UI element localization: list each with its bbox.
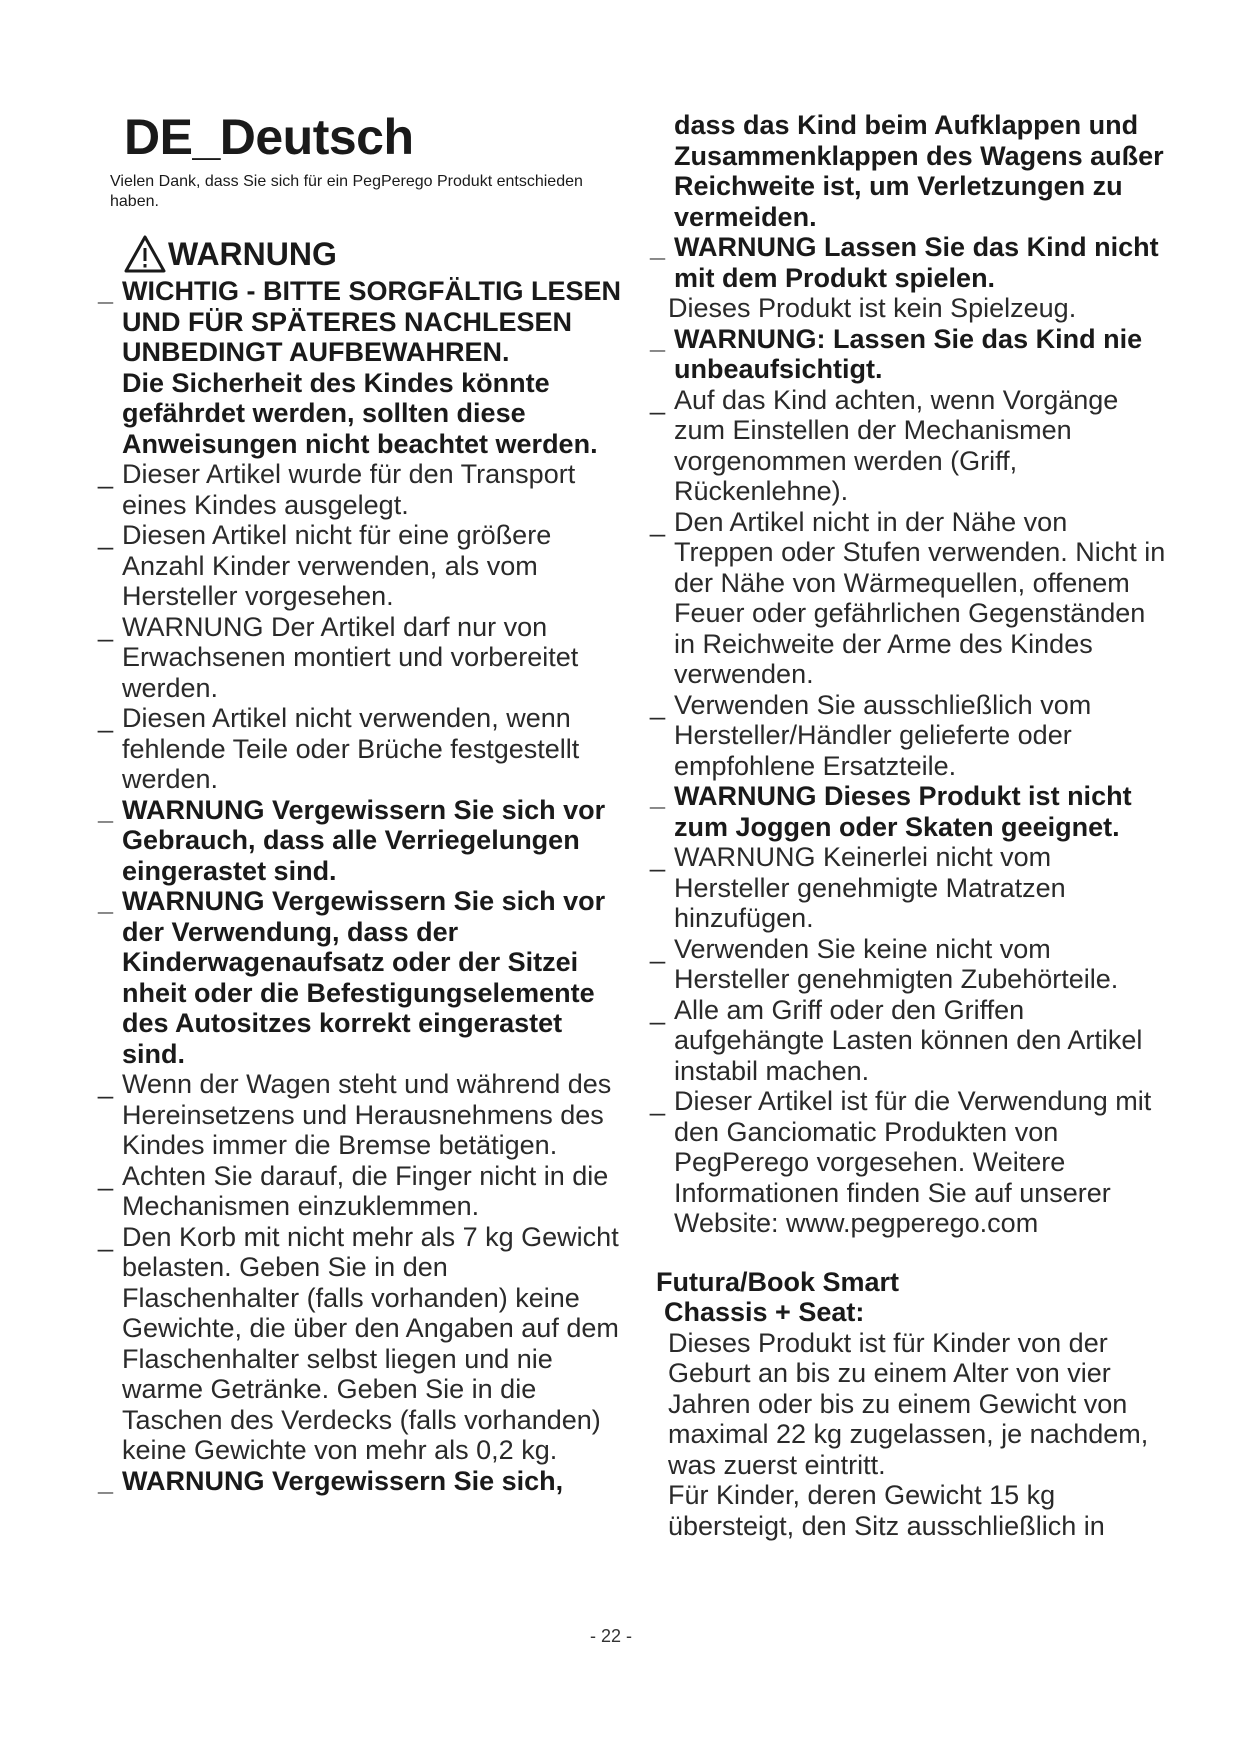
left-column [98, 276, 628, 1496]
dash-marker: _ [98, 520, 114, 550]
warning-heading-label: WARNUNG [168, 236, 337, 272]
dash-marker: _ [98, 1221, 114, 1252]
page-number: - 22 - [590, 1626, 633, 1646]
list-item: _ Diesen Artikel nicht für eine größere Anzahl Kinder verwenden, als vom Hersteller vorgesehen. [98, 520, 552, 611]
list-item: Die Sicherheit des Kindes könnte gefährdet werden, sollten diese Anweisungen nicht beachtet werden. [122, 367, 598, 459]
list-item: _ WARNUNG Lassen Sie das Kind nicht mit dem Produkt spielen. [650, 232, 1159, 293]
list-item: _ Dieser Artikel ist für die Verwendung mit den Ganciomatic Produkten von PegPerego vorgesehen. Weitere Informationen finden Sie auf unserer Website: www.pegperego.com [650, 1086, 1152, 1238]
section-paragraph: Für Kinder, deren Gewicht 15 kg übersteigt, den Sitz ausschließlich in [668, 1480, 1105, 1541]
right-column [650, 110, 1170, 1541]
list-item: _ Verwenden Sie ausschließlich vom Hersteller/Händler gelieferte oder empfohlene Ersatzteile. [650, 689, 1092, 781]
dash-marker: _ [98, 1069, 114, 1099]
list-item: _ WARNUNG Vergewissern Sie sich, [98, 1465, 564, 1496]
dash-marker: _ [98, 611, 114, 642]
page-title: DE_Deutsch [124, 109, 414, 165]
dash-marker: _ [98, 459, 114, 489]
dash-marker: _ [650, 323, 666, 354]
section-title [650, 1267, 1170, 1328]
section-spacer [650, 1239, 1170, 1267]
dash-marker: _ [650, 506, 666, 537]
list-item: _ Diesen Artikel nicht verwenden, wenn fehlende Teile oder Brüche festgestellt werden. [98, 703, 580, 794]
dash-marker: _ [98, 703, 114, 733]
list-item: _ WARNUNG Der Artikel darf nur von Erwachsenen montiert und vorbereitet werden. [98, 611, 579, 703]
dash-marker: _ [650, 933, 666, 964]
list-item: _ WICHTIG - BITTE SORGFÄLTIG LESEN UND FÜR SPÄTERES NACHLESEN UNBEDINGT AUFBEWAHREN. [98, 276, 621, 367]
warning-triangle-icon [124, 235, 166, 273]
dash-marker: _ [650, 781, 666, 811]
list-item: _ Wenn der Wagen steht und während des Hereinsetzens und Herausnehmens des Kindes immer die Bremse betätigen. [98, 1069, 612, 1160]
list-item: _ Alle am Griff oder den Griffen aufgehängte Lasten können den Artikel instabil machen. [650, 994, 1143, 1086]
dash-marker: _ [98, 1160, 114, 1191]
plain-paragraph: Dieses Produkt ist kein Spielzeug. [668, 293, 1077, 323]
list-item: _ WARNUNG Vergewissern Sie sich vor der Verwendung, dass der Kinderwagenaufsatz oder der Sitzei nheit oder die Befestigungselemente des Autositzes korrekt eingerastet sind. [98, 886, 606, 1069]
section-title-line-1: Futura/Book Smart [656, 1266, 900, 1297]
dash-marker: _ [98, 276, 114, 306]
list-item: _ WARNUNG Dieses Produkt ist nicht zum Joggen oder Skaten geeignet. [650, 781, 1132, 842]
section-title-line-2: Chassis + Seat: [664, 1297, 865, 1327]
list-item: _ Auf das Kind achten, wenn Vorgänge zum Einstellen der Mechanismen vorgenommen werden (Griff, Rückenlehne). [650, 384, 1119, 506]
dash-marker: _ [98, 886, 114, 916]
dash-marker: _ [650, 384, 666, 415]
dash-marker: _ [650, 842, 666, 872]
warning-heading [124, 233, 337, 273]
list-item: _ Dieser Artikel wurde für den Transport eines Kindes ausgelegt. [98, 459, 576, 520]
intro-text: Vielen Dank, dass Sie sich für ein PegPerego Produkt entschieden haben. [110, 173, 583, 210]
dash-marker: _ [98, 1465, 114, 1496]
dash-marker: _ [650, 689, 666, 720]
section-paragraph: Dieses Produkt ist für Kinder von der Geburt an bis zu einem Alter von vier Jahren oder bis zu einem Gewicht von maximal 22 kg zugelassen, je nachdem, was zuerst eintritt. [668, 1327, 1149, 1480]
list-item: _ WARNUNG Keinerlei nicht vom Hersteller genehmigte Matratzen hinzufügen. [650, 842, 1066, 933]
dash-marker: _ [98, 794, 114, 825]
dash-marker: _ [650, 232, 666, 262]
list-item: _ Achten Sie darauf, die Finger nicht in die Mechanismen einzuklemmen. [98, 1160, 609, 1221]
list-item: _ Den Korb mit nicht mehr als 7 kg Gewicht belasten. Geben Sie in den Flaschenhalter (falls vorhanden) keine Gewichte, die über den Angaben auf dem Flaschenhalter selbst liegen und nie warme Getränke. Geben Sie in die Taschen des Verdecks (falls vorhanden) keine Gewichte von mehr als 0,2 kg. [98, 1221, 619, 1465]
dash-marker: _ [650, 994, 666, 1025]
list-item: _ WARNUNG: Lassen Sie das Kind nie unbeaufsichtigt. [650, 323, 1143, 384]
list-item: _ Verwenden Sie keine nicht vom Hersteller genehmigten Zubehörteile. [650, 933, 1119, 994]
dash-marker: _ [650, 1086, 666, 1116]
list-item: _ WARNUNG Vergewissern Sie sich vor Gebrauch, dass alle Verriegelungen eingerastet sind. [98, 794, 606, 886]
list-item-continuation: dass das Kind beim Aufklappen und Zusammenklappen des Wagens außer Reichweite ist, um Verletzungen zu vermeiden. [674, 110, 1164, 232]
list-item: _ Den Artikel nicht in der Nähe von Treppen oder Stufen verwenden. Nicht in der Nähe von Wärmequellen, offenem Feuer oder gefährlichen Gegenständen in Reichweite der Arme des Kindes verwenden. [650, 506, 1166, 689]
